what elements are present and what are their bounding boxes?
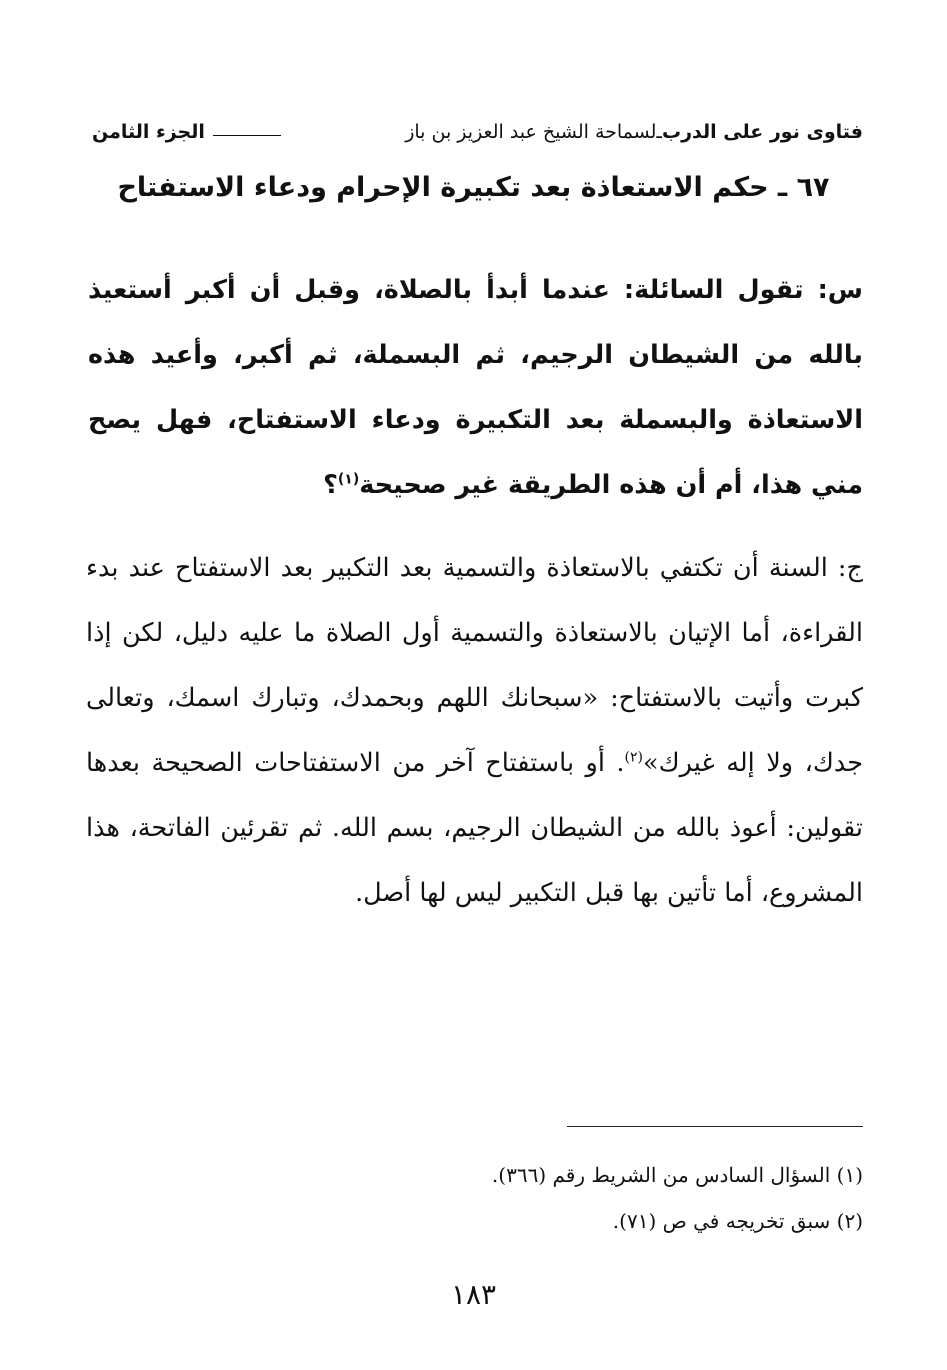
header-series-title: فتاوى نور على الدرب xyxy=(662,121,863,143)
footnote-ref-2[interactable]: (٢) xyxy=(624,749,644,766)
question-text: تقول السائلة: عندما أبدأ بالصلاة، وقبل أن أكبر أستعيذ بالله من الشيطان الرجيم، ثم البسملة، ثم أكبر، وأعيد هذه الاستعاذة والبسملة بعد التكبيرة ودعاء الاستفتاح، فهل يصح مني هذا، أم أن هذه الطريقة غير صحيحة xyxy=(88,275,863,500)
answer-text-part-1: السنة أن تكتفي بالاستعاذة والتسمية بعد التكبير بعد الاستفتاح عند بدء القراءة، أما الإتيان بالاستعاذة والتسمية أول الصلاة ما عليه دليل، لكن إذا كبرت وأتيت بالاستفتاح: «سبحانك اللهم وبحمدك، وتبارك اسمك، وتعالى جدك، ولا إله غيرك» xyxy=(86,553,863,778)
footnote-1: (١) السؤال السادس من الشريط رقم (٣٦٦). xyxy=(491,1163,863,1187)
footnote-2: (٢) سبق تخريجه في ص (٧١). xyxy=(612,1209,863,1233)
header-author: لسماحة الشيخ عبد العزيز بن باز xyxy=(405,121,657,143)
answer-label: ج: xyxy=(837,553,863,583)
header-part-label: الجزء الثامن xyxy=(92,121,205,143)
question-label: س: xyxy=(817,275,863,305)
footnote-separator xyxy=(567,1126,863,1127)
header-title-group xyxy=(405,121,863,143)
fatwa-title: ٦٧ ـ حكم الاستعاذة بعد تكبيرة الإحرام ودعاء الاستفتاح xyxy=(117,172,830,203)
page-number: ١٨٣ xyxy=(450,1278,497,1311)
header-dash: ـ xyxy=(656,121,662,143)
header-rule xyxy=(213,135,281,136)
question-mark: ؟ xyxy=(323,470,338,500)
footnotes xyxy=(90,1152,863,1244)
question-paragraph xyxy=(88,258,863,518)
answer-text-part-2: . أو باستفتاح آخر من الاستفتاحات الصحيحة بعدها تقولين: أعوذ بالله من الشيطان الرجيم، بسم الله. ثم تقرئين الفاتحة، هذا المشروع، أما تأتين بها قبل التكبير ليس لها أصل. xyxy=(86,748,863,908)
footnote-ref-1[interactable]: (١) xyxy=(337,471,360,488)
running-header xyxy=(92,112,863,152)
answer-paragraph xyxy=(86,536,863,926)
header-part-group xyxy=(92,121,289,143)
